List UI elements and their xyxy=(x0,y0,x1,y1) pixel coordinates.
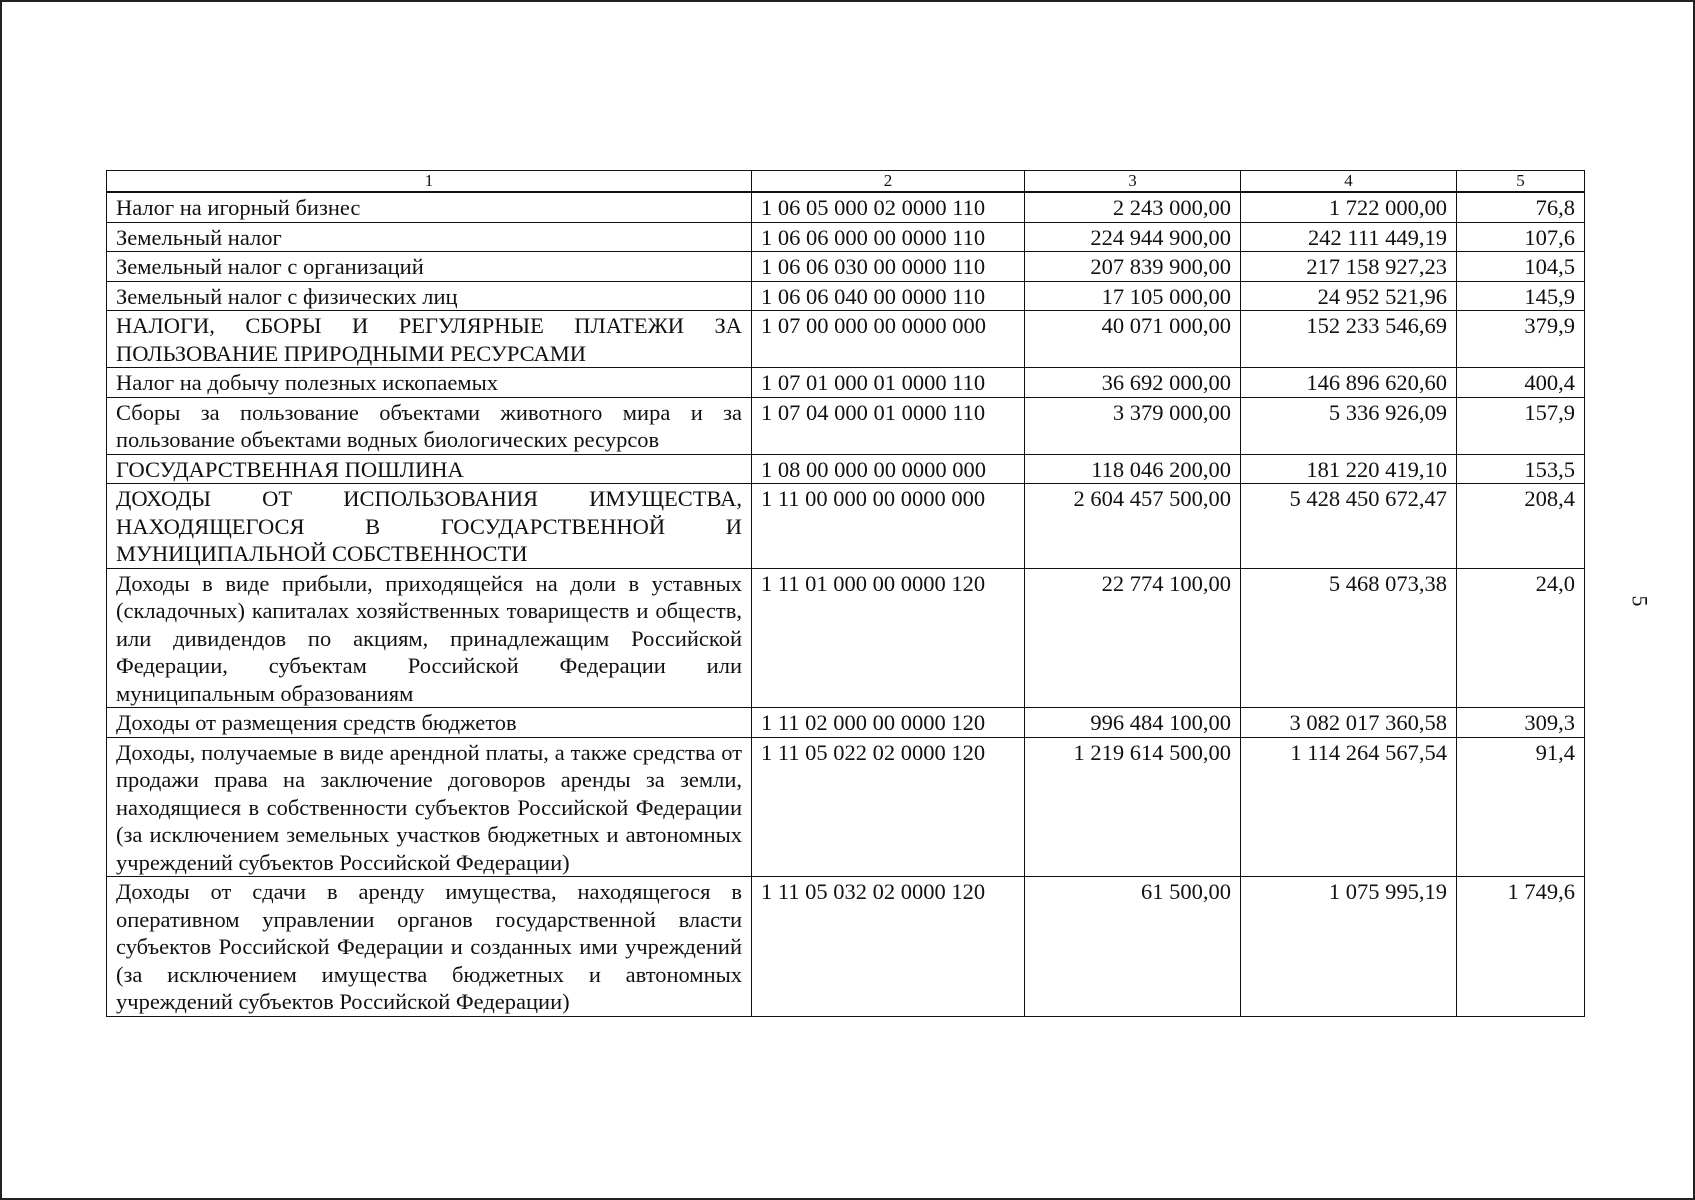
column-number: 1 xyxy=(107,171,752,193)
budget-code: 1 06 05 000 02 0000 110 xyxy=(752,192,1025,222)
revenue-name: Доходы от размещения средств бюджетов xyxy=(107,708,752,738)
revenue-name: Земельный налог xyxy=(107,222,752,252)
table-row xyxy=(107,484,1585,569)
plan-amount: 36 692 000,00 xyxy=(1025,368,1241,398)
actual-amount: 5 428 450 672,47 xyxy=(1241,484,1457,569)
execution-percent: 309,3 xyxy=(1457,708,1585,738)
column-number: 5 xyxy=(1457,171,1585,193)
budget-code: 1 08 00 000 00 0000 000 xyxy=(752,454,1025,484)
plan-amount: 17 105 000,00 xyxy=(1025,281,1241,311)
page-border-top xyxy=(0,0,1695,2)
column-number: 2 xyxy=(752,171,1025,193)
revenue-name: Налог на игорный бизнес xyxy=(107,192,752,222)
budget-code: 1 07 01 000 01 0000 110 xyxy=(752,368,1025,398)
revenue-table xyxy=(106,170,1585,1017)
plan-amount: 224 944 900,00 xyxy=(1025,222,1241,252)
plan-amount: 118 046 200,00 xyxy=(1025,454,1241,484)
budget-code: 1 06 06 030 00 0000 110 xyxy=(752,252,1025,282)
actual-amount: 242 111 449,19 xyxy=(1241,222,1457,252)
execution-percent: 104,5 xyxy=(1457,252,1585,282)
plan-amount: 207 839 900,00 xyxy=(1025,252,1241,282)
table-row xyxy=(107,708,1585,738)
actual-amount: 146 896 620,60 xyxy=(1241,368,1457,398)
page-number: 5 xyxy=(1627,595,1653,607)
plan-amount: 2 243 000,00 xyxy=(1025,192,1241,222)
table-row xyxy=(107,737,1585,877)
revenue-name: Налог на добычу полезных ископаемых xyxy=(107,368,752,398)
execution-percent: 208,4 xyxy=(1457,484,1585,569)
execution-percent: 400,4 xyxy=(1457,368,1585,398)
execution-percent: 157,9 xyxy=(1457,397,1585,454)
actual-amount: 5 336 926,09 xyxy=(1241,397,1457,454)
table-row xyxy=(107,454,1585,484)
revenue-name: ГОСУДАРСТВЕННАЯ ПОШЛИНА xyxy=(107,454,752,484)
revenue-name: Доходы, получаемые в виде арендной платы, а также средства от продажи права на заключение договоров аренды за земли, находящиеся в собственности субъектов Российской Федерации (за исключением земельных участков бюджетных и автономных учреждений субъектов Российской Федерации) xyxy=(107,737,752,877)
revenue-name: Земельный налог с физических лиц xyxy=(107,281,752,311)
budget-code: 1 07 04 000 01 0000 110 xyxy=(752,397,1025,454)
actual-amount: 152 233 546,69 xyxy=(1241,311,1457,368)
execution-percent: 145,9 xyxy=(1457,281,1585,311)
table-row xyxy=(107,252,1585,282)
budget-code: 1 06 06 000 00 0000 110 xyxy=(752,222,1025,252)
revenue-name: Сборы за пользование объектами животного мира и за пользование объектами водных биологических ресурсов xyxy=(107,397,752,454)
column-number: 3 xyxy=(1025,171,1241,193)
revenue-name: ДОХОДЫ ОТ ИСПОЛЬЗОВАНИЯ ИМУЩЕСТВА, НАХОДЯЩЕГОСЯ В ГОСУДАРСТВЕННОЙ И МУНИЦИПАЛЬНОЙ СОБСТВЕННОСТИ xyxy=(107,484,752,569)
budget-code: 1 07 00 000 00 0000 000 xyxy=(752,311,1025,368)
plan-amount: 22 774 100,00 xyxy=(1025,568,1241,708)
budget-code: 1 11 00 000 00 0000 000 xyxy=(752,484,1025,569)
execution-percent: 153,5 xyxy=(1457,454,1585,484)
table-row xyxy=(107,368,1585,398)
actual-amount: 217 158 927,23 xyxy=(1241,252,1457,282)
actual-amount: 1 075 995,19 xyxy=(1241,877,1457,1017)
execution-percent: 91,4 xyxy=(1457,737,1585,877)
revenue-name: Доходы в виде прибыли, приходящейся на доли в уставных (складочных) капиталах хозяйственных товариществ и обществ, или дивидендов по акциям, принадлежащим Российской Федерации, субъектам Российской Федерации или муниципальным образованиям xyxy=(107,568,752,708)
execution-percent: 107,6 xyxy=(1457,222,1585,252)
plan-amount: 1 219 614 500,00 xyxy=(1025,737,1241,877)
plan-amount: 40 071 000,00 xyxy=(1025,311,1241,368)
column-number-row xyxy=(107,171,1585,193)
execution-percent: 1 749,6 xyxy=(1457,877,1585,1017)
plan-amount: 2 604 457 500,00 xyxy=(1025,484,1241,569)
execution-percent: 76,8 xyxy=(1457,192,1585,222)
budget-code: 1 11 05 022 02 0000 120 xyxy=(752,737,1025,877)
table-row xyxy=(107,222,1585,252)
table-row xyxy=(107,311,1585,368)
budget-code: 1 11 02 000 00 0000 120 xyxy=(752,708,1025,738)
actual-amount: 181 220 419,10 xyxy=(1241,454,1457,484)
actual-amount: 3 082 017 360,58 xyxy=(1241,708,1457,738)
budget-code: 1 11 01 000 00 0000 120 xyxy=(752,568,1025,708)
actual-amount: 1 722 000,00 xyxy=(1241,192,1457,222)
plan-amount: 3 379 000,00 xyxy=(1025,397,1241,454)
table-row xyxy=(107,568,1585,708)
table-row xyxy=(107,281,1585,311)
revenue-name: Земельный налог с организаций xyxy=(107,252,752,282)
actual-amount: 24 952 521,96 xyxy=(1241,281,1457,311)
revenue-name: Доходы от сдачи в аренду имущества, находящегося в оперативном управлении органов государственной власти субъектов Российской Федерации и созданных ими учреждений (за исключением имущества бюджетных и автономных учреждений субъектов Российской Федерации) xyxy=(107,877,752,1017)
revenue-name: НАЛОГИ, СБОРЫ И РЕГУЛЯРНЫЕ ПЛАТЕЖИ ЗА ПОЛЬЗОВАНИЕ ПРИРОДНЫМИ РЕСУРСАМИ xyxy=(107,311,752,368)
table-row xyxy=(107,192,1585,222)
budget-code: 1 11 05 032 02 0000 120 xyxy=(752,877,1025,1017)
table-row xyxy=(107,877,1585,1017)
table-row xyxy=(107,397,1585,454)
page-border-left xyxy=(0,0,2,1200)
budget-code: 1 06 06 040 00 0000 110 xyxy=(752,281,1025,311)
actual-amount: 5 468 073,38 xyxy=(1241,568,1457,708)
column-number: 4 xyxy=(1241,171,1457,193)
plan-amount: 61 500,00 xyxy=(1025,877,1241,1017)
actual-amount: 1 114 264 567,54 xyxy=(1241,737,1457,877)
plan-amount: 996 484 100,00 xyxy=(1025,708,1241,738)
execution-percent: 379,9 xyxy=(1457,311,1585,368)
execution-percent: 24,0 xyxy=(1457,568,1585,708)
